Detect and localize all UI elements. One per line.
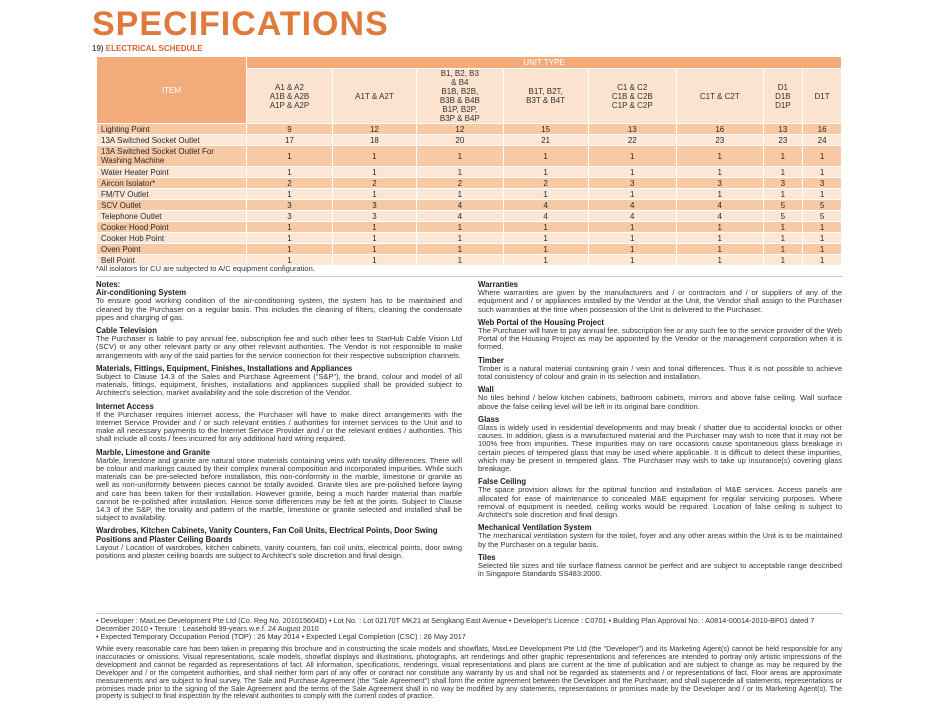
item-name: Bell Point (97, 255, 247, 266)
quantity-cell: 1 (332, 244, 416, 255)
quantity-cell: 1 (247, 222, 333, 233)
quantity-cell: 16 (803, 124, 842, 135)
developer-info-line: • Developer : MaxLee Development Pte Ltd (Co. Reg No. 201015604D) • Lot No. : Lot 02170T MK21 at Sengkang East Avenue • Developer's Licence : C0701 • Building Plan Approval No. : A0814-00014-2010-BP01 dated 7 December 2010 • Tenure : Leasehold 99-years w.e.f. 24 August 2010 (96, 616, 815, 634)
quantity-cell: 22 (588, 135, 677, 146)
page-title: SPECIFICATIONS (92, 5, 389, 43)
divider (96, 276, 842, 277)
table-row (97, 167, 842, 178)
quantity-cell: 4 (416, 211, 503, 222)
table-row (97, 200, 842, 211)
quantity-cell: 1 (503, 222, 588, 233)
quantity-cell: 1 (332, 222, 416, 233)
quantity-cell: 15 (503, 124, 588, 135)
quantity-cell: 2 (503, 178, 588, 189)
note-heading: Internet Access (96, 401, 154, 411)
notes-left-column (96, 281, 462, 565)
quantity-cell: 1 (247, 244, 333, 255)
note-text: The space provision allows for the optimal function and installation of M&E services. Access panels are allocated for ease of maintenance to concealed M&E equipment for regular servicing purposes. Where removal of equipment is needed, ceiling works would be required. Location of false ceiling is subject to Architect's sole discretion and final design. (478, 485, 842, 520)
quantity-cell: 2 (247, 178, 333, 189)
notes-heading: Notes: (96, 280, 121, 289)
quantity-cell: 1 (763, 222, 803, 233)
quantity-cell: 1 (503, 167, 588, 178)
quantity-cell: 1 (416, 189, 503, 200)
unit-type-column-header: A1 & A2 A1B & A2B A1P & A2P (247, 69, 333, 124)
quantity-cell: 1 (588, 255, 677, 266)
quantity-cell: 3 (803, 178, 842, 189)
section-title (92, 44, 203, 53)
quantity-cell: 1 (416, 167, 503, 178)
unit-type-column-header: C1T & C2T (677, 69, 764, 124)
table-row (97, 222, 842, 233)
note-heading: Warranties (478, 280, 519, 289)
item-name: FM/TV Outlet (97, 189, 247, 200)
quantity-cell: 1 (332, 255, 416, 266)
quantity-cell: 2 (332, 178, 416, 189)
quantity-cell: 3 (763, 178, 803, 189)
quantity-cell: 1 (416, 255, 503, 266)
quantity-cell: 21 (503, 135, 588, 146)
table-row (97, 146, 842, 167)
note-text: Selected tile sizes and tile surface flatness cannot be perfect and are subject to acceptable range described in Singapore Standards SS483:2000. (478, 561, 842, 579)
table-row (97, 189, 842, 200)
quantity-cell: 1 (763, 146, 803, 167)
quantity-cell: 1 (247, 146, 333, 167)
quantity-cell: 3 (247, 200, 333, 211)
quantity-cell: 1 (803, 167, 842, 178)
quantity-cell: 1 (803, 146, 842, 167)
note-heading: Wardrobes, Kitchen Cabinets, Vanity Counters, Fan Coil Units, Electrical Points, Door Swing Positions and Plaster Ceiling Boards (96, 526, 438, 544)
quantity-cell: 1 (247, 167, 333, 178)
quantity-cell: 1 (503, 255, 588, 266)
quantity-cell: 1 (677, 167, 764, 178)
quantity-cell: 9 (247, 124, 333, 135)
quantity-cell: 3 (588, 178, 677, 189)
quantity-cell: 1 (416, 146, 503, 167)
quantity-cell: 16 (677, 124, 764, 135)
quantity-cell: 1 (332, 146, 416, 167)
unit-type-column-header: D1 D1B D1P (763, 69, 803, 124)
quantity-cell: 4 (503, 211, 588, 222)
unit-type-column-header: B1, B2, B3 & B4 B1B, B2B, B3B & B4B B1P, B2P, B3P & B4P (416, 69, 503, 124)
quantity-cell: 1 (416, 244, 503, 255)
quantity-cell: 1 (503, 244, 588, 255)
quantity-cell: 4 (677, 211, 764, 222)
note-heading: Wall (478, 385, 494, 395)
quantity-cell: 17 (247, 135, 333, 146)
quantity-cell: 1 (803, 189, 842, 200)
section-number: 19) (92, 44, 104, 53)
quantity-cell: 1 (677, 233, 764, 244)
table-footnote: *All isolators for CU are subjected to A/C equipment configuration. (96, 264, 315, 273)
quantity-cell: 1 (416, 222, 503, 233)
quantity-cell: 1 (332, 189, 416, 200)
quantity-cell: 5 (803, 211, 842, 222)
developer-info-line: • Expected Temporary Occupation Period (TOP) : 26 May 2014 • Expected Legal Completion (CSC) : 26 May 2017 (96, 632, 466, 642)
quantity-cell: 1 (247, 189, 333, 200)
unit-type-column-header: B1T, B2T, B3T & B4T (503, 69, 588, 124)
item-name: Aircon Isolator* (97, 178, 247, 189)
quantity-cell: 13 (588, 124, 677, 135)
quantity-cell: 5 (763, 200, 803, 211)
quantity-cell: 12 (332, 124, 416, 135)
quantity-cell: 1 (416, 233, 503, 244)
quantity-cell: 1 (588, 189, 677, 200)
electrical-schedule-table (96, 56, 842, 266)
disclaimer: While every reasonable care has been taken in preparing this brochure and in constructing the scale models and showflats, MaxLee Development Pte Ltd (the "Developer") and its Marketing Agent(s) cannot be held responsible for any inaccuracies or omissions. Visual representations, scale models, showflat displays and illustrations, photographs, art renderings and other graphic representations and references are intended to portray only artistic impressions of the development and cannot be regarded as representations of fact. All information, specifications, renderings, visual representations and plans are current at the time of publication and are subject to change as may be required by the Developer and / or the competent authorities, and shall neither form part of any offer or contract nor constitute any warranty by us and shall not be regarded as statements and / or representations of fact. Floor areas are approximate measurements and are subject to final survey. The Sale and Purchase Agreement (the "Sale Agreement") shall form the entire agreement between the Developer and the Purchaser, and shall supercede all statements, representations or promises made prior to the signing of the Sale Agreement and the terms of the Sale Agreement shall in no way be modified by any statements, representations or promises made by the Developer and / or its Marketing Agent(s). The property is subject to final inspection by the relevant authorities to comply with the current codes of practice. (96, 645, 842, 701)
item-header: ITEM (97, 57, 247, 124)
quantity-cell: 1 (588, 233, 677, 244)
unit-type-column-header: D1T (803, 69, 842, 124)
quantity-cell: 1 (677, 244, 764, 255)
note-heading: Materials, Fittings, Equipment, Finishes, Installations and Appliances (96, 363, 353, 373)
item-name: 13A Switched Socket Outlet For Washing Machine (97, 146, 247, 167)
quantity-cell: 5 (763, 211, 803, 222)
unit-type-column-header: C1 & C2 C1B & C2B C1P & C2P (588, 69, 677, 124)
note-text: The Purchaser is liable to pay annual fee, subscription fee and such other fees to StarHub Cable Vision Ltd (SCV) or any other relevant party or any other relevant authorities. The Vendor is not responsible to make arrangements with any of the said parties for the service connection for their respective subscription channels. (96, 334, 462, 360)
quantity-cell: 1 (588, 146, 677, 167)
quantity-cell: 1 (677, 255, 764, 266)
quantity-cell: 1 (503, 146, 588, 167)
quantity-cell: 1 (763, 167, 803, 178)
note-text: The Purchaser will have to pay annual fee, subscription fee or any such fee to the service provider of the Web Portal of the Housing Project as may be appointed by the Vendor or the management corporation when it is formed. (478, 326, 842, 352)
item-name: Water Heater Point (97, 167, 247, 178)
quantity-cell: 5 (803, 200, 842, 211)
note-text: Layout / Location of wardrobes, kitchen cabinets, vanity counters, fan coil units, electrical points, door swing positions and plaster ceiling boards are subject to Architect's sole discretion and final design. (96, 542, 462, 561)
quantity-cell: 1 (677, 189, 764, 200)
note-heading: Air-conditioning System (96, 288, 187, 298)
note-text: Where warranties are given by the manufacturers and / or contractors and / or suppliers of any of the equipment and / or appliances installed by the Vendor at the Unit, the Vendor shall assign to the Purchaser such warranties at the time when possession of the Unit is delivered to the Purchaser. (478, 288, 842, 314)
table-row (97, 233, 842, 244)
item-name: Cooker Hood Point (97, 222, 247, 233)
quantity-cell: 18 (332, 135, 416, 146)
quantity-cell: 1 (763, 233, 803, 244)
item-name: SCV Outlet (97, 200, 247, 211)
quantity-cell: 1 (503, 189, 588, 200)
quantity-cell: 1 (588, 167, 677, 178)
quantity-cell: 4 (588, 211, 677, 222)
quantity-cell: 1 (588, 244, 677, 255)
note-heading: Glass (478, 414, 500, 424)
item-name: Lighting Point (97, 124, 247, 135)
quantity-cell: 3 (677, 178, 764, 189)
item-name: Oven Point (97, 244, 247, 255)
quantity-cell: 23 (677, 135, 764, 146)
quantity-cell: 12 (416, 124, 503, 135)
quantity-cell: 1 (588, 222, 677, 233)
note-text: Subject to Clause 14.3 of the Sales and Purchase Agreement ("S&P"), the brand, colour and model of all materials, fittings, equipment, finishes, installations and appliances supplied shall be provided subject to Architect's selection, market availability and the sole discretion of the Vendor. (96, 372, 462, 398)
note-heading: Tiles (478, 552, 496, 562)
note-heading: Timber (478, 355, 504, 365)
quantity-cell: 1 (247, 233, 333, 244)
note-heading: False Ceiling (478, 477, 527, 487)
item-name: 13A Switched Socket Outlet (97, 135, 247, 146)
quantity-cell: 4 (588, 200, 677, 211)
note-text: No tiles behind / below kitchen cabinets, bathroom cabinets, mirrors and above false ceiling. Wall surface above the false ceiling level will be left in its original bare condition. (478, 393, 842, 411)
quantity-cell: 23 (763, 135, 803, 146)
table-row (97, 211, 842, 222)
table-row (97, 178, 842, 189)
note-text: Marble, limestone and granite are natural stone materials containing veins with tonality differences. There will be colour and markings caused by their complex mineral composition and incorporated impurities. While such materials can be pre-selected before installation, this non-conformity in the marble, limestone or granite as well as non-uniformity between pieces cannot be totally avoided. Granite tiles are pre-polished before laying and care has been taken for their installation. However granite, being a much harder material than marble cannot be re-polished after installation. Hence some differences may be felt at the joints. Subject to Clause 14.3 of the S&P, the tonality and pattern of the marble, limestone or granite selected and installed shall be subject to availability. (96, 455, 462, 523)
quantity-cell: 1 (677, 222, 764, 233)
note-text: Timber is a natural material containing grain / vein and tonal differences. Thus it is not possible to achieve total consistency of colour and grain in its selection and installation. (478, 363, 842, 382)
quantity-cell: 1 (763, 189, 803, 200)
quantity-cell: 4 (677, 200, 764, 211)
quantity-cell: 1 (677, 146, 764, 167)
quantity-cell: 1 (247, 255, 333, 266)
note-text: To ensure good working condition of the air-conditioning system, the system has to be maintained and cleaned by the Purchaser on a regular basis. This includes the cleaning of filters, cleaning the condensate pipes and charging of gas. (96, 296, 462, 322)
quantity-cell: 1 (763, 255, 803, 266)
quantity-cell: 4 (416, 200, 503, 211)
notes-right-column (478, 281, 842, 584)
section-name: ELECTRICAL SCHEDULE (105, 44, 203, 53)
quantity-cell: 1 (503, 233, 588, 244)
quantity-cell: 1 (803, 244, 842, 255)
quantity-cell: 1 (763, 244, 803, 255)
table-row (97, 135, 842, 146)
note-heading: Cable Television (96, 326, 157, 336)
quantity-cell: 1 (803, 222, 842, 233)
quantity-cell: 1 (332, 167, 416, 178)
note-heading: Marble, Limestone and Granite (96, 447, 210, 457)
quantity-cell: 20 (416, 135, 503, 146)
quantity-cell: 1 (803, 233, 842, 244)
quantity-cell: 2 (416, 178, 503, 189)
note-text: Glass is widely used in residential developments and may break / shatter due to accidental knocks or other causes. In addition, glass is a manufactured material and the Purchaser may wish to note that it may not be 100% free from impurities. These impurities may on rare occasions cause spontaneous glass breakage in certain pieces of tempered glass that may be used where applicable. It is difficult to detect these impurities, which may be present in tempered glass. The Purchaser may wish to take up insurance(s) covering glass breakage. (478, 423, 842, 474)
divider (96, 613, 842, 614)
note-heading: Web Portal of the Housing Project (478, 317, 604, 327)
item-name: Telephone Outlet (97, 211, 247, 222)
quantity-cell: 1 (332, 233, 416, 244)
unit-type-column-header: A1T & A2T (332, 69, 416, 124)
quantity-cell: 3 (247, 211, 333, 222)
note-text: If the Purchaser requires internet access, the Purchaser will have to make direct arrangements with the Internet Service Provider and / or such relevant entities / authorities for internet services to the Unit and to make all necessary payments to the Internet Service Provider and / or the relevant entities / authorities. This shall include all costs / fees incurred for any additional hard wiring required. (96, 409, 462, 444)
note-heading: Mechanical Ventilation System (478, 523, 592, 533)
quantity-cell: 4 (503, 200, 588, 211)
unit-type-header: UNIT TYPE (247, 57, 842, 69)
note-text: The mechanical ventilation system for the toilet, foyer and any other areas within the Unit is to be maintained by the Purchaser on a regular basis. (478, 531, 842, 549)
quantity-cell: 1 (803, 255, 842, 266)
table-row (97, 244, 842, 255)
developer-info (96, 617, 842, 642)
quantity-cell: 24 (803, 135, 842, 146)
quantity-cell: 3 (332, 200, 416, 211)
item-name: Cooker Hob Point (97, 233, 247, 244)
table-row (97, 124, 842, 135)
quantity-cell: 13 (763, 124, 803, 135)
quantity-cell: 3 (332, 211, 416, 222)
